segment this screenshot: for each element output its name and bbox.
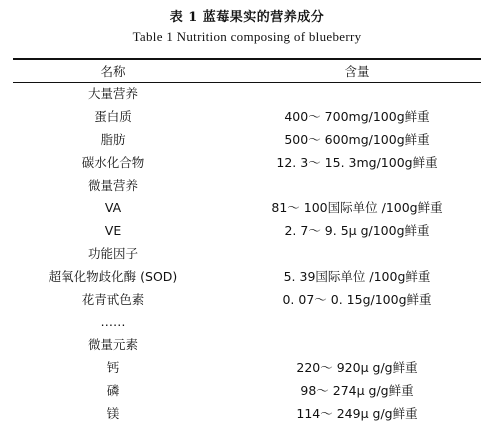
cell-name: 微量营养: [87, 177, 138, 193]
table-row: [13, 150, 481, 173]
cell-content: 0. 07～ 0. 15g/100g鲜重: [282, 291, 432, 307]
cell-name: 碳水化合物: [81, 154, 145, 170]
cell-name: 花青甙色素: [81, 291, 145, 307]
cell-name: 镁: [106, 405, 120, 421]
cell-name: VE: [104, 222, 122, 238]
table-row: [13, 333, 481, 356]
table-row: [13, 264, 481, 287]
cell-name: 大量营养: [87, 86, 138, 102]
table-caption-en: Table 1 Nutrition composing of blueberry: [132, 29, 362, 44]
cell-content: 114～ 249μ g/g鲜重: [296, 405, 418, 421]
cell-content: 5. 39国际单位 /100g鲜重: [283, 268, 431, 284]
cell-content: 12. 3～ 15. 3mg/100g鲜重: [276, 154, 438, 170]
table-row: [13, 287, 481, 310]
table-body: [13, 82, 481, 424]
cell-name: 超氧化物歧化酶 (SOD): [48, 268, 178, 284]
cell-name: VA: [104, 199, 122, 215]
nutrition-table: [13, 59, 481, 424]
cell-content: 81～ 100国际单位 /100g鲜重: [271, 200, 443, 216]
header-name: 名称: [100, 63, 126, 79]
cell-content: 2. 7～ 9. 5μ g/100g鲜重: [284, 223, 430, 239]
cell-content: 400～ 700mg/100g鲜重: [284, 109, 430, 125]
cell-name: 功能因子: [87, 245, 138, 261]
table-row: [13, 310, 481, 333]
table-row: [13, 196, 481, 219]
table-caption-cn: 表 1 蓝莓果实的营养成分: [169, 10, 325, 25]
table-row: [13, 378, 481, 401]
table-row: [13, 242, 481, 265]
table-row: [13, 173, 481, 196]
cell-content: 500～ 600mg/100g鲜重: [284, 131, 430, 147]
table-row: [13, 356, 481, 379]
table-row: [13, 401, 481, 424]
header-content: 含量: [344, 63, 370, 79]
cell-name: 微量元素: [87, 337, 138, 353]
cell-name: 磷: [106, 382, 120, 398]
table-row: [13, 128, 481, 151]
cell-name: 钙: [106, 359, 120, 375]
table-row: [13, 105, 481, 128]
table-header-row: [13, 59, 481, 82]
cell-content: 98～ 274μ g/g鲜重: [300, 382, 414, 398]
table-row: [13, 82, 481, 105]
cell-name: 脂肪: [100, 131, 126, 147]
cell-name: 蛋白质: [94, 109, 132, 125]
table-row: [13, 219, 481, 242]
cell-name: ……: [100, 313, 126, 329]
cell-content: 220～ 920μ g/g鲜重: [296, 359, 418, 375]
